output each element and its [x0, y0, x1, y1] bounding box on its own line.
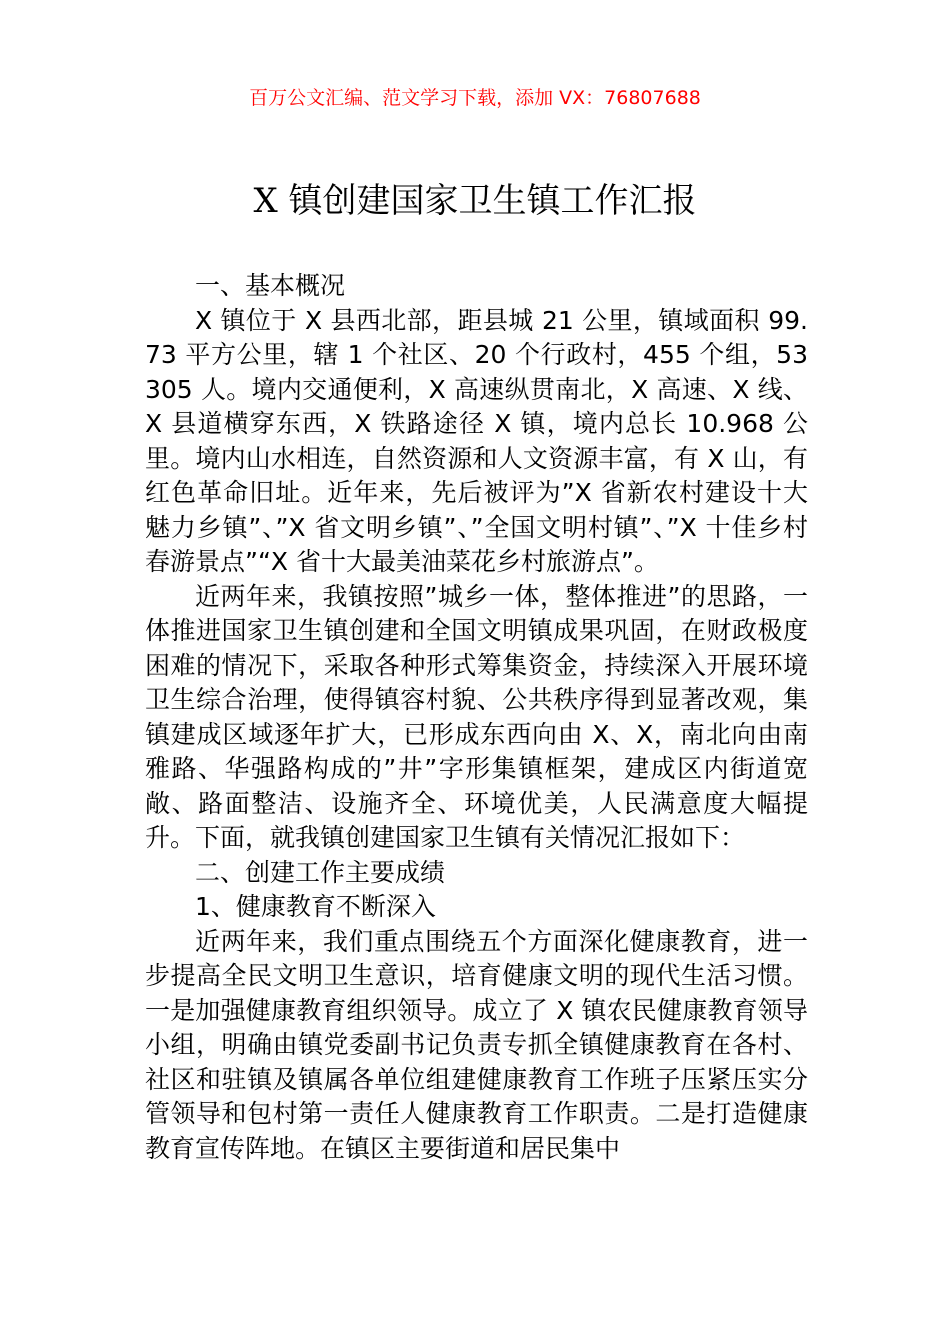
section-heading-achievements: 二、创建工作主要成绩	[195, 857, 446, 887]
document-body	[145, 269, 808, 1166]
subsection-heading-health-education: 1、健康教育不断深入	[195, 892, 436, 921]
paragraph-health-education: 近两年来，我们重点围绕五个方面深化健康教育，进一步提高全民文明卫生意识，培育健康文明的现代生活习惯。一是加强健康教育组织领导。成立了 X 镇农民健康教育领导小组，明确由镇党委副书记负责专抓全镇健康教育在各村、社区和驻镇及镇属各单位组建健康教育工作班子压紧压实分管领导和包村第一责任人健康教育工作职责。二是打造健康教育宣传阵地。在镇区主要街道和居民集中	[145, 926, 808, 1163]
header-watermark-note: 百万公文汇编、范文学习下载，添加 VX：76807688	[249, 87, 701, 109]
section-heading-overview: 一、基本概况	[195, 271, 346, 300]
document-title: X 镇创建国家卫生镇工作汇报	[253, 181, 697, 221]
paragraph-overview: X 镇位于 X 县西北部，距县城 21 公里，镇域面积 99.73 平方公里，辖 1 个社区、20 个行政村，455 个组，53305 人。境内交通便利，X 高速纵贯南北，X 高速、X 线、X 县道横穿东西，X 铁路途径 X 镇，境内总长 10.968 公里。境内山水相连，自然资源和人文资源丰富，有 X 山，有红色革命旧址。近年来，先后被评为”X 省新农村建设十大魅力乡镇”、”X 省文明乡镇”、”全国文明村镇”、”X 十佳乡村春游景点”“X 省十大最美油菜花乡村旅游点”。	[145, 305, 808, 576]
paragraph-recent-work: 近两年来，我镇按照”城乡一体，整体推进”的思路，一体推进国家卫生镇创建和全国文明镇成果巩固，在财政极度困难的情况下，采取各种形式筹集资金，持续深入开展环境卫生综合治理，使得镇容村貌、公共秩序得到显著改观，集镇建成区域逐年扩大，已形成东西向由 X、X，南北向由南雅路、华强路构成的”井”字形集镇框架，建成区内街道宽敞、路面整洁、设施齐全、环境优美，人民满意度大幅提升。下面，就我镇创建国家卫生镇有关情况汇报如下：	[145, 581, 808, 852]
